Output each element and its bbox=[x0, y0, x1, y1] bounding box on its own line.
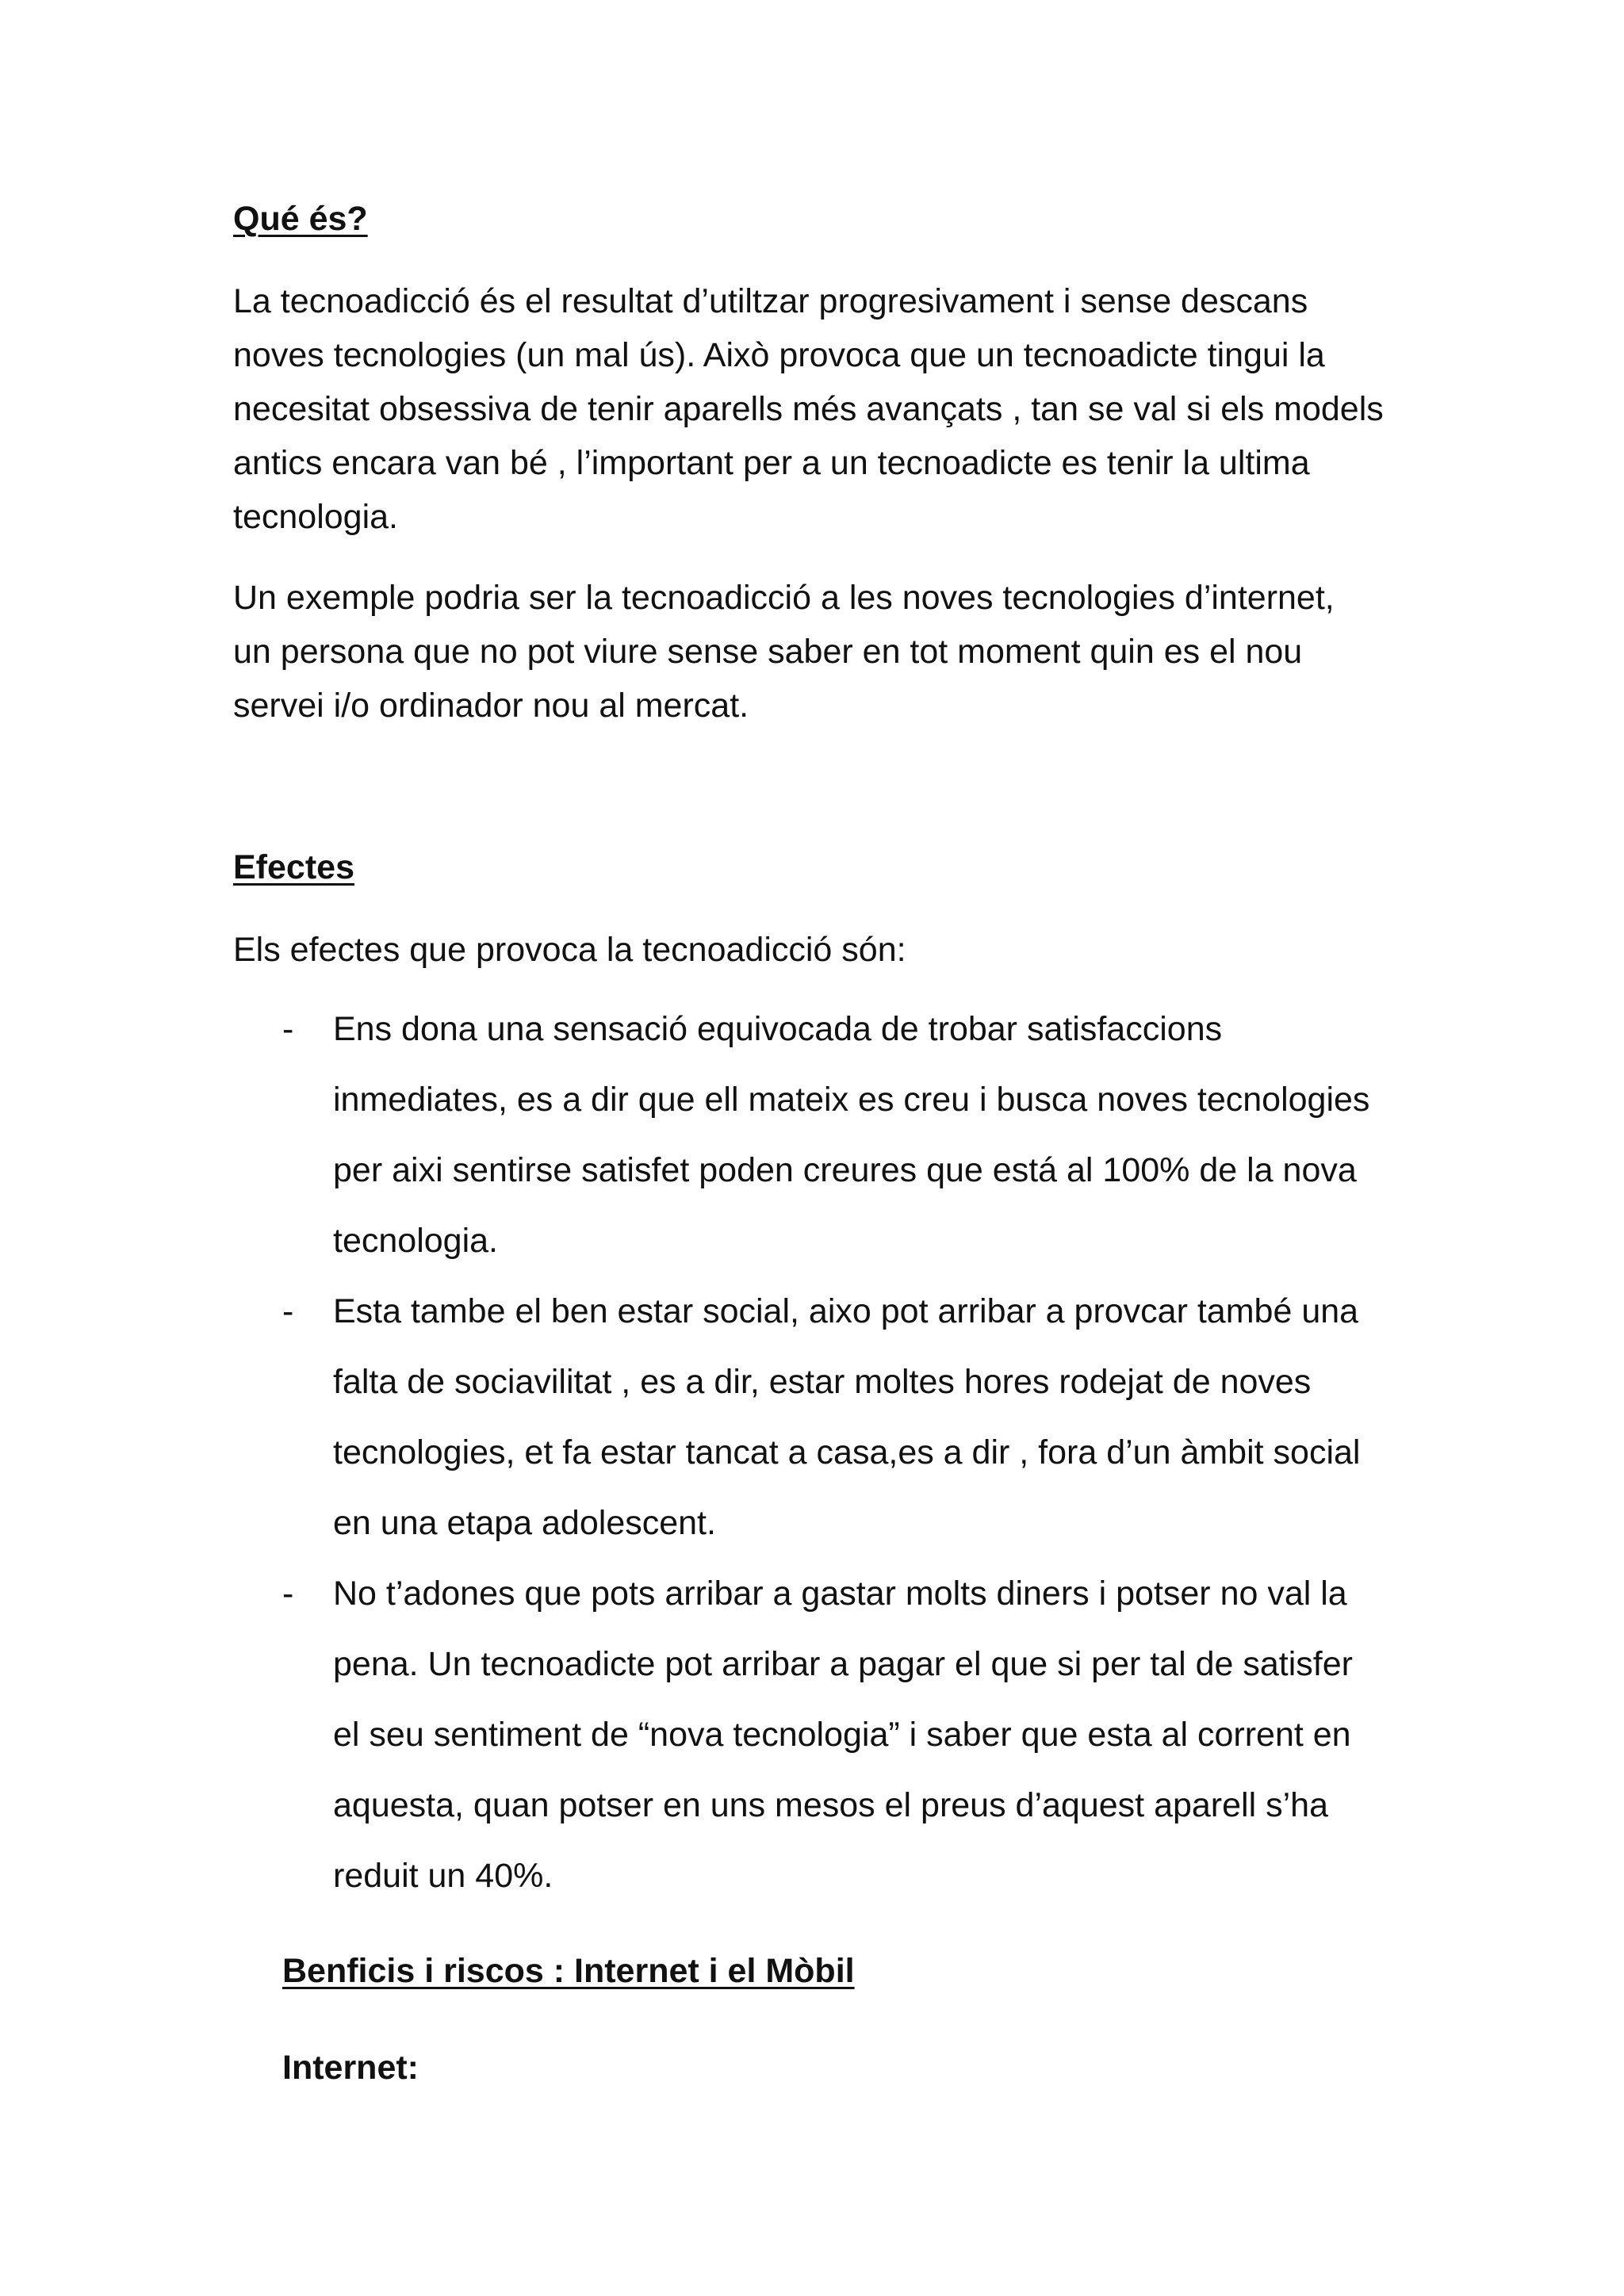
text-line: noves tecnologies (un mal ús). Això provoca que un tecnoadicte tingui la bbox=[233, 336, 1325, 374]
section-heading-beneficis: Benficis i riscos : Internet i el Mòbil bbox=[282, 1952, 855, 1990]
text-line: falta de sociavilitat , es a dir, estar moltes hores rodejat de noves bbox=[333, 1363, 1312, 1401]
bullet-text bbox=[333, 994, 1483, 1276]
text-line: servei i/o ordinador nou al mercat. bbox=[233, 687, 749, 725]
bullet-item bbox=[282, 994, 1488, 1276]
text-line: antics encara van bé , l’important per a un tecnoadicte es tenir la ultima bbox=[233, 444, 1310, 482]
paragraph-definition bbox=[233, 274, 1518, 544]
text-line: reduit un 40%. bbox=[333, 1857, 553, 1895]
text-line: tecnologia. bbox=[333, 1222, 498, 1260]
bullet-item bbox=[282, 1276, 1488, 1559]
text-line: tecnologia. bbox=[233, 498, 398, 536]
section-heading-efectes: Efectes bbox=[233, 848, 354, 886]
text-line: No t’adones que pots arribar a gastar molts diners i potser no val la bbox=[333, 1575, 1347, 1613]
bullet-text bbox=[333, 1276, 1483, 1559]
bullet-dash: - bbox=[282, 1292, 294, 1330]
bullet-dash: - bbox=[282, 1575, 294, 1613]
text-line: un persona que no pot viure sense saber en tot moment quin es el nou bbox=[233, 633, 1303, 671]
bullet-item bbox=[282, 1559, 1488, 1911]
bullet-dash: - bbox=[282, 1010, 294, 1048]
text-line: La tecnoadicció és el resultat d’utiltzar progresivament i sense descans bbox=[233, 282, 1308, 320]
bullet-text bbox=[333, 1559, 1483, 1911]
text-line: Esta tambe el ben estar social, aixo pot arribar a provcar també una bbox=[333, 1292, 1359, 1330]
text-line: per aixi sentirse satisfet poden creures que está al 100% de la nova bbox=[333, 1151, 1357, 1189]
text-line: inmediates, es a dir que ell mateix es creu i busca noves tecnologies bbox=[333, 1081, 1370, 1119]
text-line: Un exemple podria ser la tecnoadicció a les noves tecnologies d’internet, bbox=[233, 579, 1335, 617]
text-line: pena. Un tecnoadicte pot arribar a pagar el que si per tal de satisfer bbox=[333, 1645, 1353, 1683]
section-heading-que-es: Qué és? bbox=[233, 200, 368, 238]
text-line: tecnologies, et fa estar tancat a casa,es a dir , fora d’un àmbit social bbox=[333, 1433, 1361, 1471]
paragraph-example bbox=[233, 571, 1518, 733]
text-line: en una etapa adolescent. bbox=[333, 1504, 716, 1542]
text-line: aquesta, quan potser en uns mesos el preus d’aquest aparell s’ha bbox=[333, 1786, 1328, 1824]
text-line: Els efectes que provoca la tecnoadicció són: bbox=[233, 931, 906, 969]
text-line: el seu sentiment de “nova tecnologia” i saber que esta al corrent en bbox=[333, 1716, 1351, 1754]
text-line: necesitat obsessiva de tenir aparells més avançats , tan se val si els models bbox=[233, 390, 1384, 428]
paragraph-effects-intro bbox=[233, 923, 1518, 977]
text-line: Ens dona una sensació equivocada de trobar satisfaccions bbox=[333, 1010, 1223, 1048]
subheading-internet: Internet: bbox=[282, 2049, 419, 2087]
